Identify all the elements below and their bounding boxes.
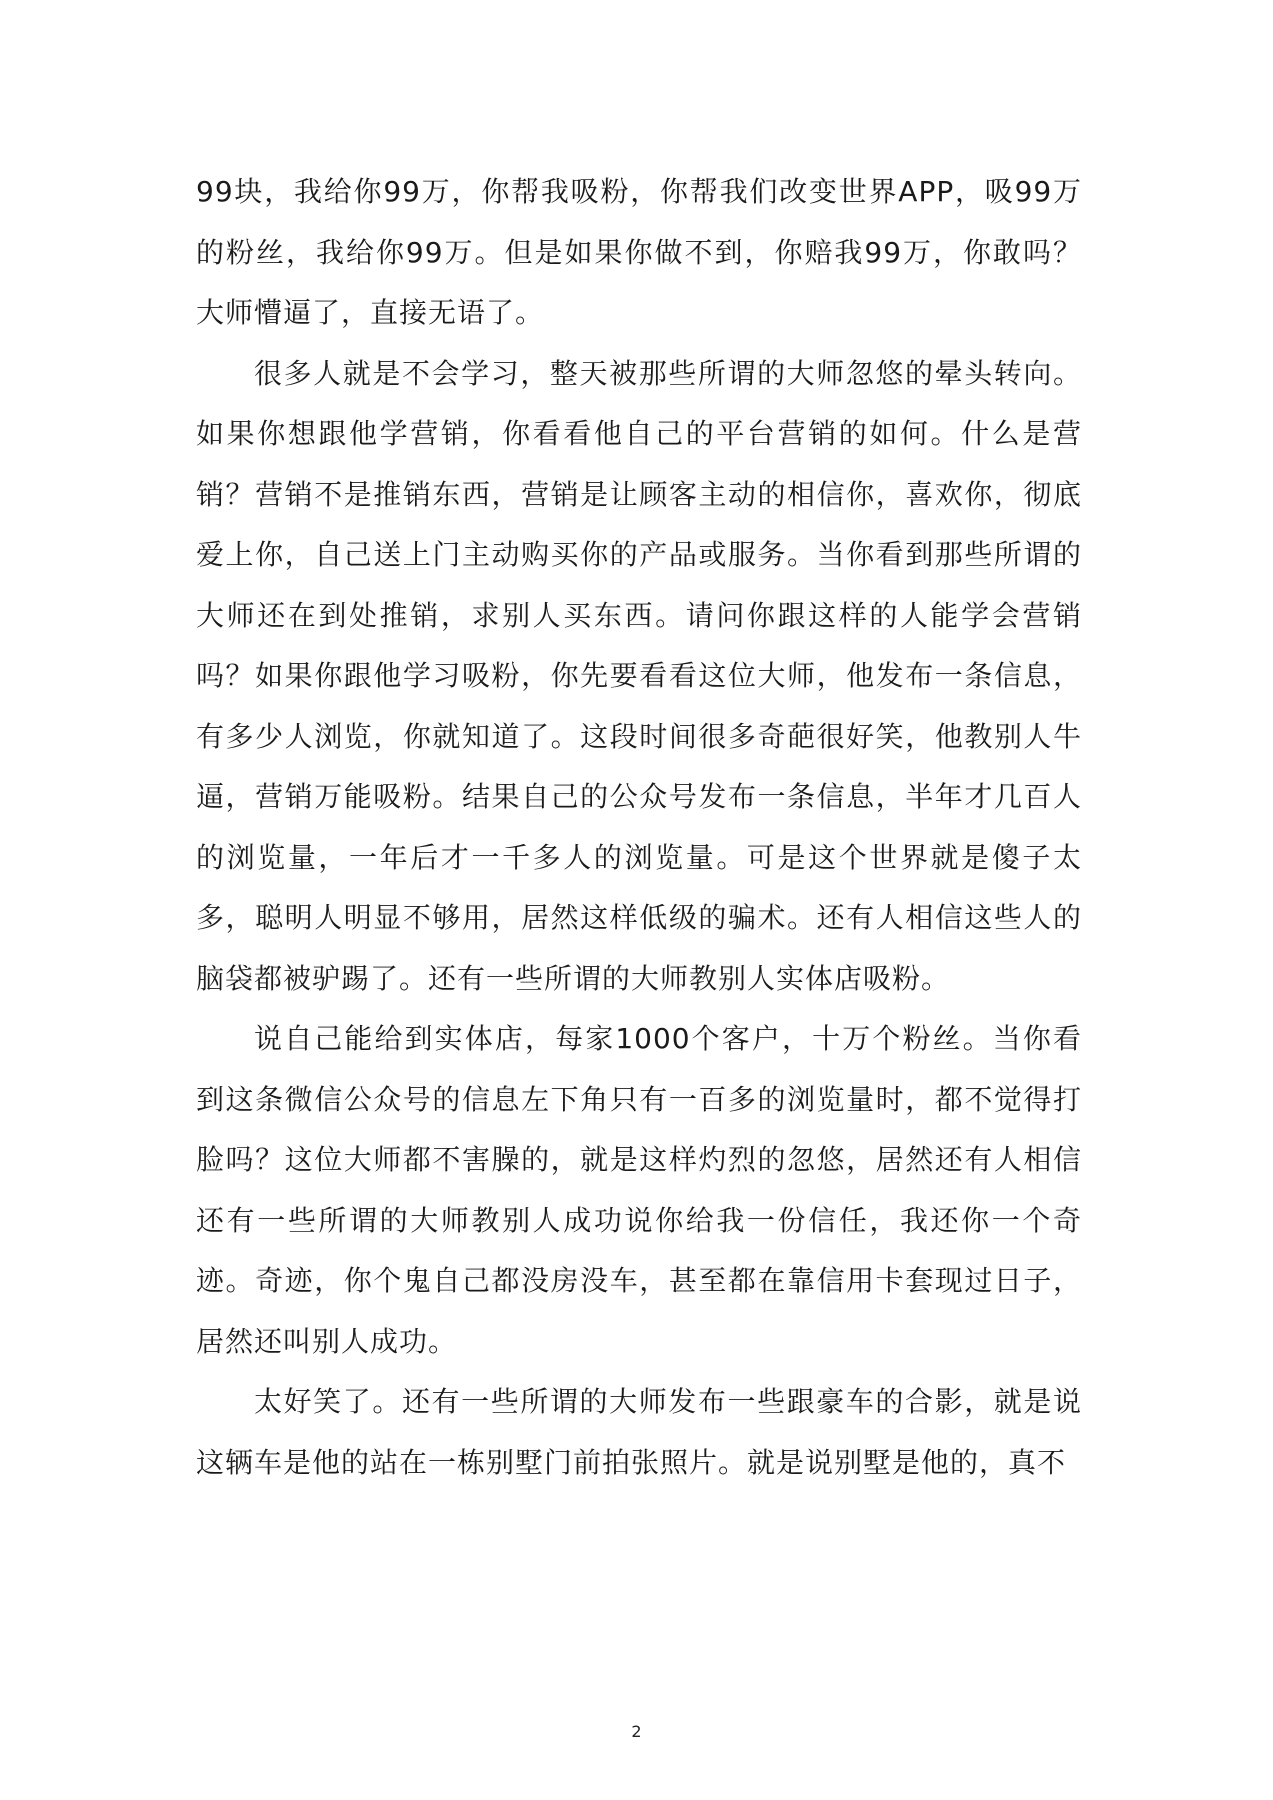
paragraph-4: 太好笑了。还有一些所谓的大师发布一些跟豪车的合影，就是说这辆车是他的站在一栋别墅门前拍张照片。就是说别墅是他的，真不 (196, 1385, 1082, 1479)
body-text (196, 162, 1082, 1493)
page-number: 2 (631, 1722, 642, 1741)
paragraph-3: 说自己能给到实体店，每家1000个客户，十万个粉丝。当你看到这条微信公众号的信息左下角只有一百多的浏览量时，都不觉得打脸吗？这位大师都不害臊的，就是这样灼烈的忽悠，居然还有人相信还有一些所谓的大师教别人成功说你给我一份信任，我还你一个奇迹。奇迹，你个鬼自己都没房没车，甚至都在靠信用卡套现过日子，居然还叫别人成功。 (196, 1022, 1082, 1358)
paragraph-2: 很多人就是不会学习，整天被那些所谓的大师忽悠的晕头转向。如果你想跟他学营销，你看看他自己的平台营销的如何。什么是营销？营销不是推销东西，营销是让顾客主动的相信你，喜欢你，彻底爱上你，自己送上门主动购买你的产品或服务。当你看到那些所谓的大师还在到处推销，求别人买东西。请问你跟这样的人能学会营销吗？如果你跟他学习吸粉，你先要看看这位大师，他发布一条信息，有多少人浏览，你就知道了。这段时间很多奇葩很好笑，他教别人牛逼，营销万能吸粉。结果自己的公众号发布一条信息，半年才几百人的浏览量，一年后才一千多人的浏览量。可是这个世界就是傻子太多，聪明人明显不够用，居然这样低级的骗术。还有人相信这些人的脑袋都被驴踢了。还有一些所谓的大师教别人实体店吸粉。 (196, 356, 1082, 995)
paragraph-1: 99块，我给你99万，你帮我吸粉，你帮我们改变世界APP，吸99万的粉丝，我给你99万。但是如果你做不到，你赔我99万，你敢吗？大师懵逼了，直接无语了。 (196, 175, 1082, 329)
